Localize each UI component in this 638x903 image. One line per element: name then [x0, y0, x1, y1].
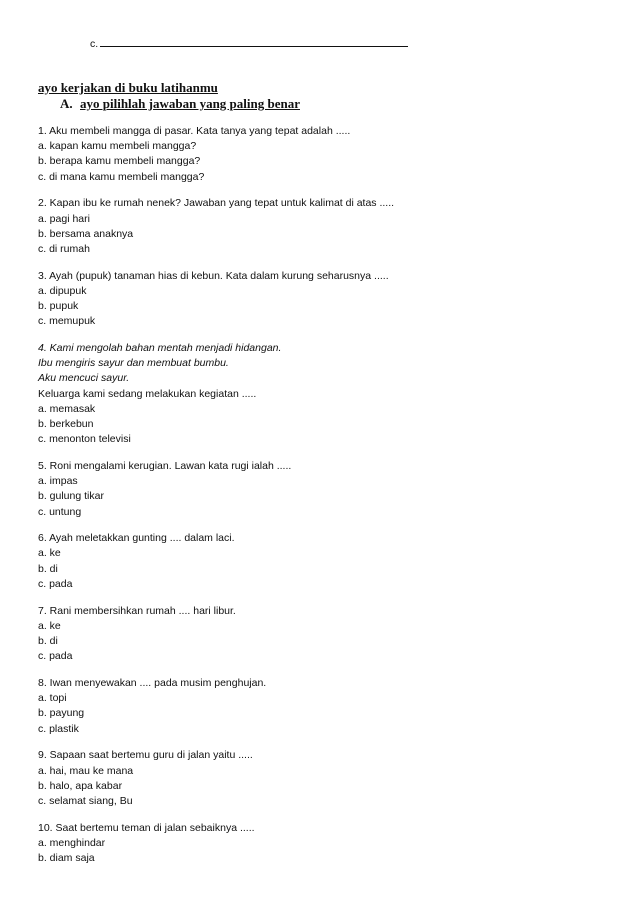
question-text: 6. Ayah meletakkan gunting .... dalam laci. [38, 532, 235, 545]
answer-option: c. selamat siang, Bu [38, 794, 133, 807]
answer-option: c. pada [38, 577, 73, 590]
section-letter: A. [60, 96, 73, 111]
question-text: 9. Sapaan saat bertemu guru di jalan yaitu ..... [38, 749, 253, 762]
answer-option: c. plastik [38, 722, 79, 735]
answer-option: b. pupuk [38, 300, 79, 313]
question-context-line: Aku mencuci sayur. [38, 372, 130, 385]
answer-option: c. memupuk [38, 315, 96, 328]
answer-option: a. impas [38, 475, 78, 488]
answer-option: b. di [38, 635, 58, 647]
answer-option: b. payung [38, 707, 85, 720]
section-title: ayo pilihlah jawaban yang paling benar [80, 96, 300, 111]
answer-option: a. topi [38, 692, 67, 705]
question-context-line: Ibu mengiris sayur dan membuat bumbu. [38, 357, 229, 370]
question-list [38, 124, 618, 878]
answer-option: b. diam saja [38, 852, 95, 865]
question-text: 2. Kapan ibu ke rumah nenek? Jawaban yang tepat untuk kalimat di atas ..... [38, 197, 395, 210]
question-10 [38, 821, 618, 867]
question-text: 10. Saat bertemu teman di jalan sebaiknya ..... [38, 821, 255, 834]
question-4 [38, 341, 618, 447]
question-1 [38, 124, 618, 185]
section-heading [60, 96, 300, 112]
answer-option: c. untung [38, 505, 82, 518]
answer-option: b. berapa kamu membeli mangga? [38, 155, 201, 168]
blank-answer-rule [100, 46, 408, 47]
question-5 [38, 459, 618, 520]
question-text: 1. Aku membeli mangga di pasar. Kata tanya yang tepat adalah ..... [38, 125, 351, 137]
answer-option: a. menghindar [38, 836, 106, 849]
answer-option: b. bersama anaknya [38, 227, 134, 240]
answer-option: b. halo, apa kabar [38, 779, 123, 792]
answer-option: c. menonton televisi [38, 433, 131, 446]
answer-option: b. berkebun [38, 417, 94, 430]
question-2 [38, 196, 618, 257]
question-text: 5. Roni mengalami kerugian. Lawan kata rugi ialah ..... [38, 459, 292, 472]
answer-option: a. pagi hari [38, 212, 90, 225]
answer-option: a. ke [38, 547, 61, 560]
question-text: 3. Ayah (pupuk) tanaman hias di kebun. Kata dalam kurung seharusnya ..... [38, 269, 389, 282]
question-9 [38, 748, 618, 809]
question-6 [38, 531, 618, 592]
question-7 [38, 604, 618, 665]
answer-option: a. ke [38, 619, 61, 632]
question-context-line: 4. Kami mengolah bahan mentah menjadi hidangan. [38, 342, 282, 355]
top-answer-line [90, 38, 408, 50]
question-3 [38, 269, 618, 330]
answer-option: a. kapan kamu membeli mangga? [38, 140, 197, 153]
answer-option: b. gulung tikar [38, 490, 104, 503]
answer-option: c. pada [38, 650, 73, 663]
worksheet-title: ayo kerjakan di buku latihanmu [38, 80, 218, 95]
question-text: 8. Iwan menyewakan .... pada musim penghujan. [38, 676, 267, 689]
answer-option: a. memasak [38, 402, 96, 415]
answer-option: b. di [38, 562, 58, 575]
question-8 [38, 676, 618, 737]
question-text: Keluarga kami sedang melakukan kegiatan ..... [38, 387, 257, 400]
answer-option: c. di rumah [38, 242, 90, 255]
answer-option: a. hai, mau ke mana [38, 764, 134, 777]
top-option-label: c. [90, 38, 99, 50]
answer-option: a. dipupuk [38, 284, 87, 297]
answer-option: c. di mana kamu membeli mangga? [38, 170, 205, 183]
question-text: 7. Rani membersihkan rumah .... hari libur. [38, 604, 236, 617]
